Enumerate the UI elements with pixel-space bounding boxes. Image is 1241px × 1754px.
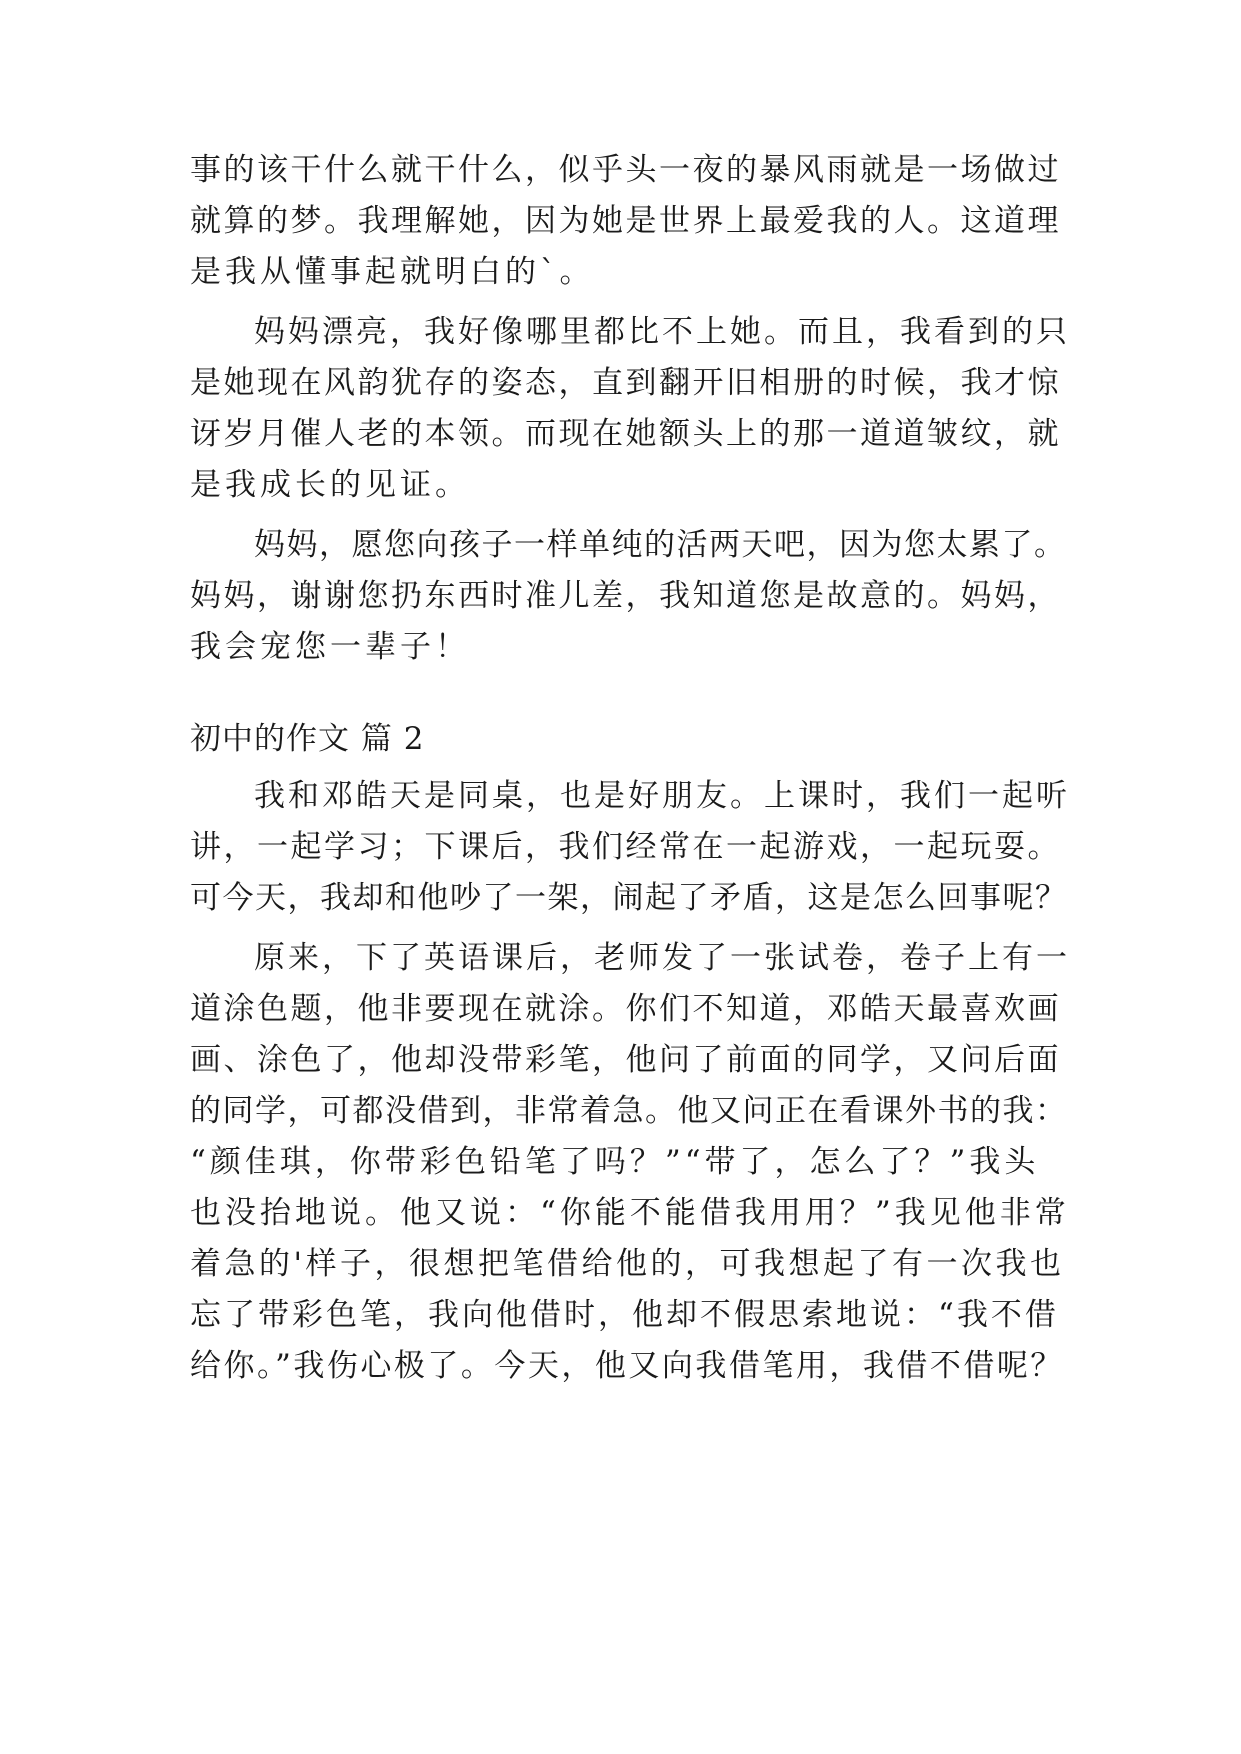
paragraph-line: 讲，一起学习；下课后，我们经常在一起游戏，一起玩耍。 [190, 829, 1061, 865]
paragraph-line: 忘了带彩色笔，我向他借时，他却不假思索地说：“我不借 [190, 1297, 1059, 1333]
paragraph-line: 是她现在风韵犹存的姿态，直到翻开旧相册的时候，我才惊 [190, 365, 1061, 401]
paragraph-line: 原来，下了英语课后，老师发了一张试卷，卷子上有一 [254, 940, 1070, 976]
paragraph-line: 给你。”我伤心极了。今天，他又向我借笔用，我借不借呢？ [190, 1348, 1064, 1384]
paragraph-line: 妈妈漂亮，我好像哪里都比不上她。而且，我看到的只 [254, 314, 1070, 350]
paragraph-line: 事的该干什么就干什么，似乎头一夜的暴风雨就是一场做过 [190, 152, 1061, 188]
paragraph-line: 着急的'样子，很想把笔借给他的，可我想起了有一次我也 [190, 1246, 1065, 1282]
paragraph-line: 就算的梦。我理解她，因为她是世界上最爱我的人。这道理 [190, 203, 1061, 239]
paragraph-line: 的同学，可都没借到，非常着急。他又问正在看课外书的我： [190, 1093, 1068, 1129]
paragraph-line: “颜佳琪，你带彩色铅笔了吗？”“带了，怎么了？”我头 [190, 1144, 1040, 1180]
paragraph-line: 道涂色题，他非要现在就涂。你们不知道，邓皓天最喜欢画 [190, 991, 1061, 1027]
paragraph-line: 我会宠您一辈子！ [190, 629, 470, 665]
section-heading: 初中的作文 篇 2 [190, 721, 425, 757]
paragraph-line: 妈妈，愿您向孩子一样单纯的活两天吧，因为您太累了。 [254, 527, 1067, 563]
paragraph-line: 我和邓皓天是同桌，也是好朋友。上课时，我们一起听 [254, 778, 1070, 814]
paragraph-line: 妈妈，谢谢您扔东西时准儿差，我知道您是故意的。妈妈， [190, 578, 1061, 614]
paragraph-line: 画、涂色了，他却没带彩笔，他问了前面的同学，又问后面 [190, 1042, 1061, 1078]
paragraph-line: 可今天，我却和他吵了一架，闹起了矛盾，这是怎么回事呢？ [190, 880, 1068, 916]
paragraph-line: 也没抬地说。他又说：“你能不能借我用用？”我见他非常 [190, 1195, 1070, 1231]
paragraph-line: 是我从懂事起就明白的`。 [190, 254, 595, 290]
paragraph-line: 是我成长的见证。 [190, 467, 470, 503]
paragraph-line: 讶岁月催人老的本领。而现在她额头上的那一道道皱纹，就 [190, 416, 1061, 452]
